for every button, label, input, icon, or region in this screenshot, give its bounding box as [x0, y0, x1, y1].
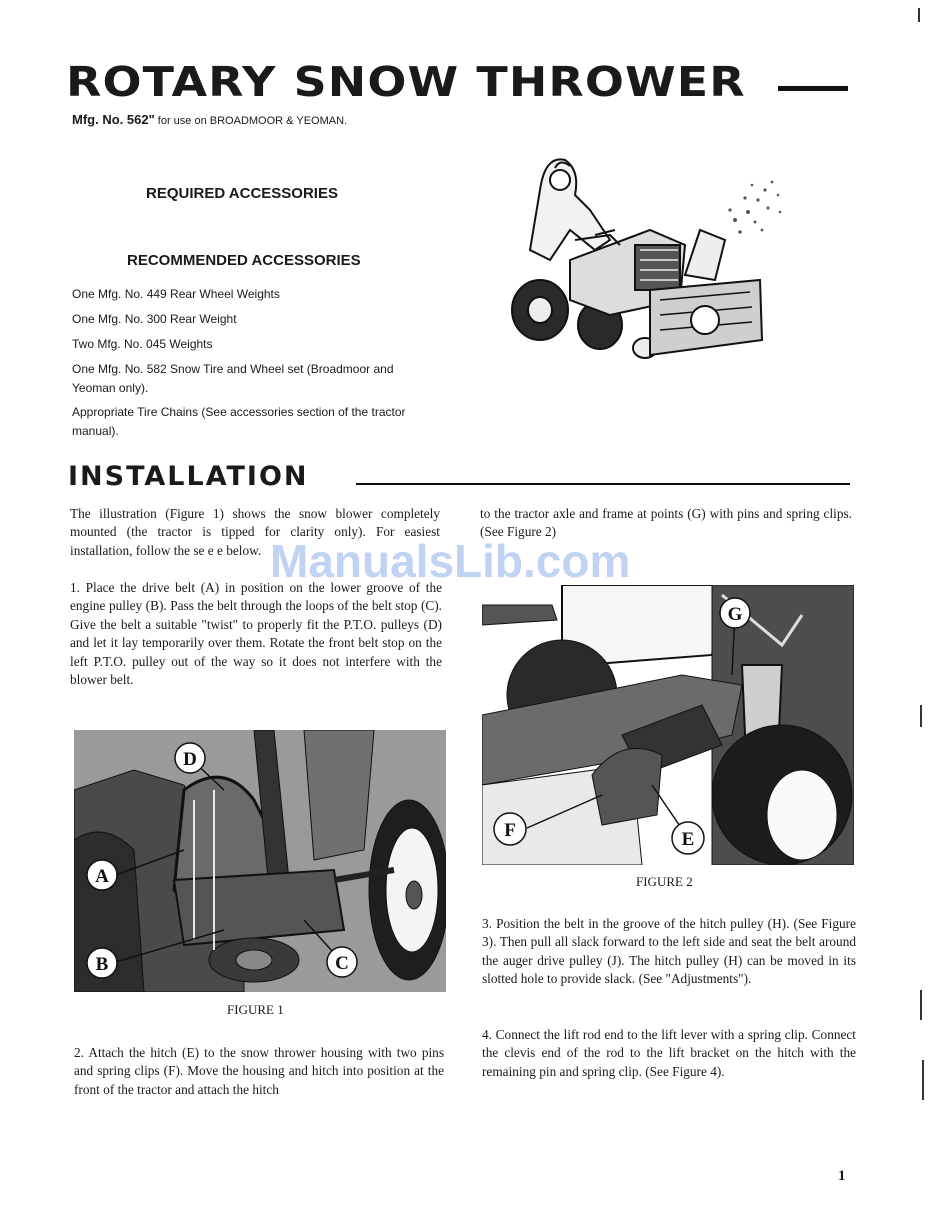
figure-1-label-a: A [95, 866, 109, 887]
figure-1-label-d: D [183, 749, 197, 770]
scan-edge-mark [922, 1060, 924, 1100]
figure-2-label-f: F [504, 820, 516, 841]
installation-step-3: 3. Position the belt in the groove of the hitch pulley (H). (See Figure 3). Then pull all slack forward to the left side and seat the belt around the auger drive pulley (J). The hitch pulley (H) can be moved in its slotted hole to provide slack. (See "Adjustments"). [482, 916, 856, 987]
required-accessories-heading: REQUIRED ACCESSORIES [146, 185, 338, 202]
mfg-subtitle [72, 112, 347, 127]
figure-2-caption: FIGURE 2 [636, 874, 693, 889]
figure-1-label-c: C [335, 953, 349, 974]
accessory-item: One Mfg. No. 300 Rear Weight [72, 312, 237, 326]
scan-edge-mark [920, 990, 922, 1020]
figure-1-caption: FIGURE 1 [227, 1002, 284, 1017]
installation-step-2-continued: to the tractor axle and frame at points (G) with pins and spring clips. (See Figure 2) [480, 506, 852, 540]
installation-step-2: 2. Attach the hitch (E) to the snow thrower housing with two pins and spring clips (F). Move the housing and hitch into position at the front of the tractor and attach the hitch [74, 1045, 444, 1097]
figure-2-label-e: E [681, 829, 695, 850]
installation-heading: INSTALLATION [68, 461, 309, 492]
mfg-usage: for use on BROADMOOR & YEOMAN. [154, 115, 348, 127]
recommended-accessories-heading: RECOMMENDED ACCESSORIES [127, 252, 361, 269]
accessory-item: Appropriate Tire Chains (See accessories section of the tractor manual). [72, 405, 406, 438]
accessory-item: One Mfg. No. 449 Rear Wheel Weights [72, 287, 280, 301]
title-rule [778, 86, 848, 91]
accessory-item: Two Mfg. No. 045 Weights [72, 337, 213, 351]
installation-step-4: 4. Connect the lift rod end to the lift lever with a spring clip. Connect the clevis end of the rod to the lift bracket on the hitch with the remaining pin and spring clip. (See Figure 4). [482, 1027, 856, 1079]
installation-rule [356, 483, 850, 485]
page-number: 1 [838, 1168, 846, 1184]
figure-2-image [482, 585, 854, 865]
accessory-item: One Mfg. No. 582 Snow Tire and Wheel set (Broadmoor and Yeoman only). [72, 362, 394, 395]
scan-edge-mark [918, 8, 920, 22]
installation-intro: The illustration (Figure 1) shows the snow blower completely mounted (the tractor is tipped for clarity only). For easiest installation, follow the se e e below. [70, 506, 440, 558]
tractor-illustration [500, 150, 790, 360]
page-title: ROTARY SNOW THROWER [66, 58, 746, 106]
mfg-number: Mfg. No. 562" [72, 112, 155, 127]
figure-2-label-g: G [727, 604, 743, 625]
scan-edge-mark [920, 705, 922, 727]
installation-step-1: 1. Place the drive belt (A) in position on the lower groove of the engine pulley (B). Pass the belt through the loops of the belt stop (C). Give the belt a suitable "twist" to properly fit the P.T.O. pulleys (D) and let it lay temporarily over them. Rotate the front belt stop on the left P.T.O. pulley out of the way so it does not interfere with the blower belt. [70, 580, 442, 688]
watermark: ManualsLib.com [270, 535, 631, 587]
figure-1-label-b: B [95, 954, 109, 975]
figure-1-image [74, 730, 446, 992]
